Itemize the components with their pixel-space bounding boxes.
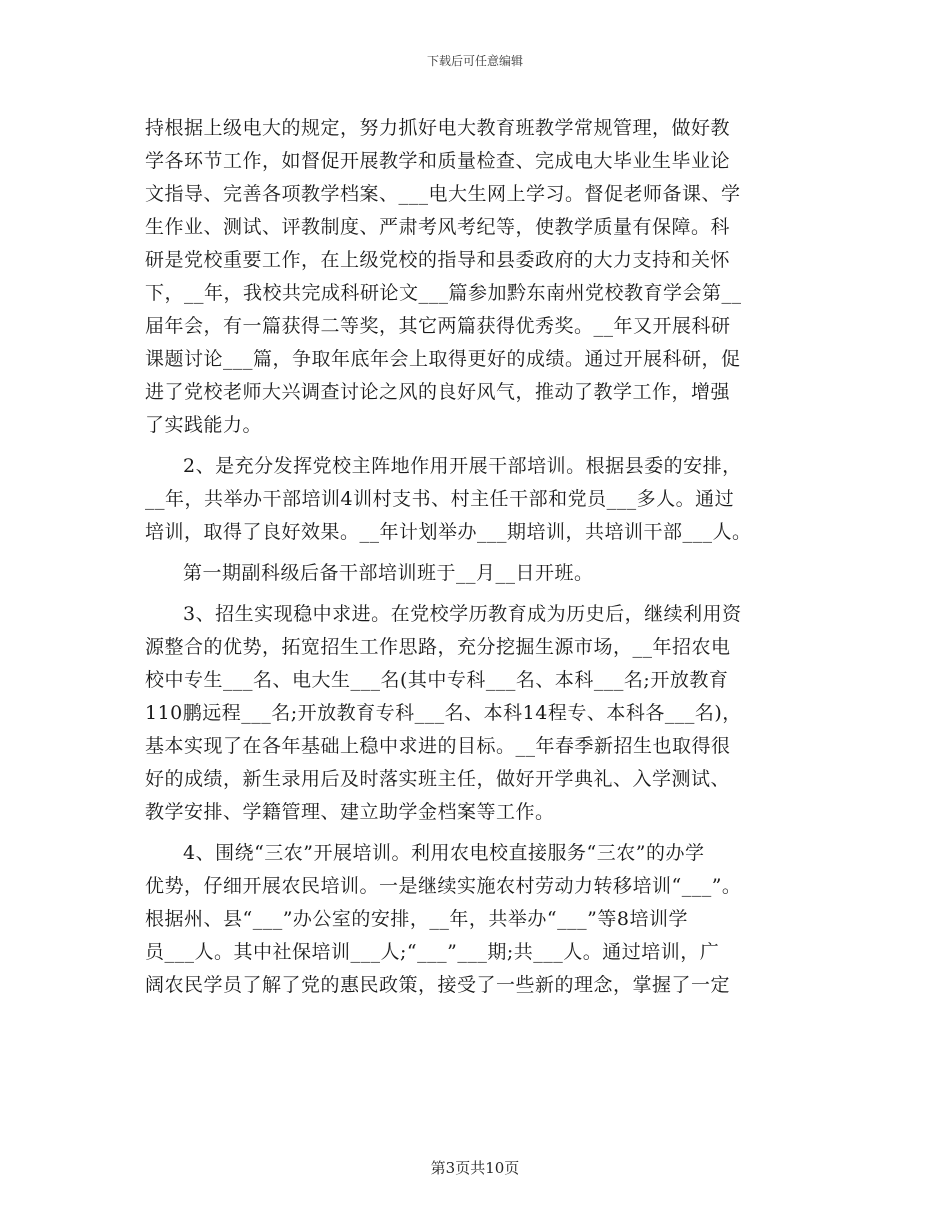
document-body (145, 112, 810, 1002)
text-line: 优势，仔细开展农民培训。一是继续实施农村劳动力转移培训“___”。 (145, 875, 742, 897)
text-line: 生作业、测试、评教制度、严肃考风考纪等，使教学质量有保障。科 (145, 216, 731, 238)
text-line: 2、是充分发挥党校主阵地作用开展干部培训。根据县委的安排， (183, 455, 742, 477)
text-line: 了实践能力。 (145, 414, 263, 436)
text-line: 4、围绕“三农”开展培训。利用农电校直接服务“三农”的办学 (183, 842, 705, 864)
text-line: 下，__年，我校共完成科研论文___篇参加黔东南州党校教育学会第__ (145, 282, 742, 304)
text-line: 源整合的优势，拓宽招生工作思路，充分挖掘生源市场，__年招农电 (145, 636, 731, 658)
text-line: 第一期副科级后备干部培训班于__月__日开班。 (183, 562, 594, 584)
text-line: 研是党校重要工作，在上级党校的指导和县委政府的大力支持和关怀 (145, 249, 731, 271)
text-line: 根据州、县“___”办公室的安排，__年，共举办“___”等8培训学 (145, 908, 688, 930)
text-line: 持根据上级电大的规定，努力抓好电大教育班教学常规管理，做好教 (145, 117, 731, 139)
page-footer: 第3页共10页 (430, 1159, 520, 1177)
text-line: 好的成绩，新生录用后及时落实班主任，做好开学典礼、入学测试、 (145, 768, 731, 790)
text-line: 员___人。其中社保培训___人;“___”___期;共___人。通过培训，广 (145, 941, 720, 963)
text-line: 文指导、完善各项教学档案、___电大生网上学习。督促老师备课、学 (145, 183, 741, 205)
text-line: 基本实现了在各年基础上稳中求进的目标。__年春季新招生也取得很 (145, 735, 731, 757)
text-line: 阔农民学员了解了党的惠民政策，接受了一些新的理念，掌握了一定 (145, 974, 731, 996)
text-line: 学各环节工作，如督促开展教学和质量检查、完成电大毕业生毕业论 (145, 150, 731, 172)
text-line: 110鹏远程___名;开放教育专科___名、本科14程专、本科各___名)， (145, 702, 742, 724)
text-line: 校中专生___名、电大生___名(其中专科___名、本科___名;开放教育 (145, 669, 729, 691)
page-header: 下载后可任意编辑 (426, 54, 523, 68)
text-line: 教学安排、学籍管理、建立助学金档案等工作。 (145, 801, 555, 823)
text-line: 进了党校老师大兴调查讨论之风的良好风气，推动了教学工作，增强 (145, 381, 731, 403)
text-line: 3、招生实现稳中求进。在党校学历教育成为历史后，继续利用资 (183, 603, 742, 625)
text-line: __年，共举办干部培训4训村支书、村主任干部和党员___多人。通过 (145, 488, 735, 510)
text-line: 培训，取得了良好效果。__年计划举办___期培训，共培训干部___人。 (145, 521, 752, 543)
text-line: 届年会，有一篇获得二等奖，其它两篇获得优秀奖。__年又开展科研 (145, 315, 731, 337)
text-line: 课题讨论___篇，争取年底年会上取得更好的成绩。通过开展科研，促 (145, 348, 741, 370)
